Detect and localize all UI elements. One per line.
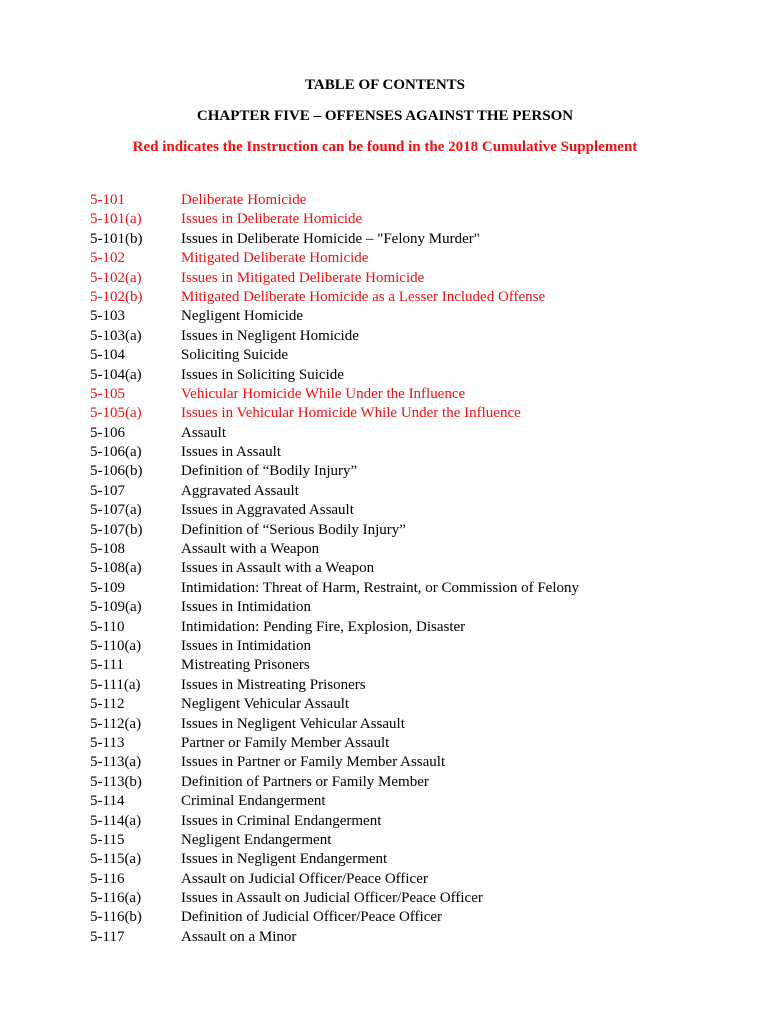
- toc-entry-title: Assault with a Weapon: [181, 541, 320, 558]
- toc-entry-number: 5-114(a): [90, 812, 142, 829]
- toc-entry: [90, 695, 730, 714]
- toc-entry: [90, 559, 730, 578]
- toc-entry: [90, 288, 730, 307]
- toc-entry-title: Issues in Soliciting Suicide: [181, 366, 344, 383]
- toc-entry: [90, 792, 730, 811]
- toc-entry: [90, 734, 730, 753]
- toc-entry: [90, 249, 730, 268]
- toc-entry-title: Negligent Vehicular Assault: [181, 696, 350, 713]
- toc-entry-title: Mitigated Deliberate Homicide: [181, 250, 369, 267]
- toc-entry-number: 5-113(a): [90, 754, 142, 771]
- toc-entry-title: Issues in Negligent Endangerment: [181, 851, 388, 868]
- toc-entry-number: 5-105(a): [90, 405, 142, 422]
- toc-entry-title: Issues in Assault: [181, 444, 282, 461]
- toc-entry-number: 5-107(a): [90, 502, 142, 519]
- toc-entry: [90, 307, 730, 326]
- toc-entry-number: 5-116(b): [90, 909, 142, 926]
- toc-entry-title: Soliciting Suicide: [181, 347, 289, 364]
- toc-entry-number: 5-111(a): [90, 676, 141, 693]
- toc-entry-title: Intimidation: Threat of Harm, Restraint, or Commission of Felony: [181, 579, 580, 596]
- toc-entry-number: 5-107(b): [90, 521, 143, 538]
- toc-entry: [90, 404, 730, 423]
- toc-entry-number: 5-116: [90, 870, 125, 887]
- toc-entry-number: 5-108(a): [90, 560, 142, 577]
- toc-entry-title: Issues in Intimidation: [181, 599, 311, 616]
- toc-entry-title: Issues in Aggravated Assault: [181, 502, 354, 519]
- toc-entry: [90, 385, 730, 404]
- toc-entry-title: Deliberate Homicide: [181, 192, 307, 208]
- toc-entry-number: 5-109: [90, 579, 125, 596]
- toc-entry: [90, 424, 730, 443]
- toc-entry-number: 5-108: [90, 541, 125, 558]
- toc-entry-title: Definition of “Bodily Injury”: [181, 463, 358, 480]
- toc-entry-number: 5-106(b): [90, 463, 143, 480]
- toc-entry: [90, 908, 730, 927]
- toc-list: [90, 191, 730, 947]
- toc-entry-title: Issues in Intimidation: [181, 637, 311, 654]
- toc-entry-title: Issues in Mistreating Prisoners: [181, 676, 366, 693]
- toc-entry-title: Aggravated Assault: [181, 482, 299, 499]
- chapter-heading: CHAPTER FIVE – OFFENSES AGAINST THE PERSON: [196, 108, 574, 124]
- toc-entry-number: 5-116(a): [90, 890, 142, 907]
- toc-entry-number: 5-115: [90, 831, 125, 848]
- toc-entry-title: Assault: [181, 424, 226, 441]
- toc-entry-title: Definition of Judicial Officer/Peace Officer: [181, 909, 443, 926]
- toc-entry-title: Issues in Assault with a Weapon: [181, 560, 375, 577]
- toc-entry: [90, 210, 730, 229]
- toc-entry: [90, 773, 730, 792]
- toc-entry: [90, 715, 730, 734]
- toc-entry-number: 5-110: [90, 618, 125, 635]
- toc-entry-number: 5-101(a): [90, 211, 142, 228]
- toc-entry-number: 5-104(a): [90, 366, 142, 383]
- toc-entry-title: Issues in Mitigated Deliberate Homicide: [181, 269, 425, 286]
- document-title: TABLE OF CONTENTS: [304, 77, 466, 93]
- toc-entry: [90, 482, 730, 501]
- toc-entry-number: 5-101: [90, 192, 125, 208]
- toc-entry-number: 5-102(b): [90, 288, 143, 305]
- toc-entry-number: 5-117: [90, 928, 125, 945]
- toc-entry-title: Criminal Endangerment: [181, 793, 326, 810]
- toc-entry-number: 5-113: [90, 734, 125, 751]
- toc-entry-number: 5-102(a): [90, 269, 142, 286]
- toc-entry: [90, 462, 730, 481]
- toc-entry: [90, 346, 730, 365]
- toc-entry: [90, 366, 730, 385]
- toc-entry: [90, 753, 730, 772]
- toc-entry: [90, 889, 730, 908]
- toc-entry: [90, 831, 730, 850]
- toc-entry-number: 5-105: [90, 385, 125, 402]
- toc-entry-number: 5-112(a): [90, 715, 142, 732]
- toc-entry-title: Partner or Family Member Assault: [181, 734, 390, 751]
- toc-entry: [90, 598, 730, 617]
- toc-entry: [90, 579, 730, 598]
- toc-entry-number: 5-106: [90, 424, 125, 441]
- toc-entry: [90, 870, 730, 889]
- toc-entry-title: Assault on a Minor: [181, 928, 297, 945]
- toc-entry-title: Issues in Negligent Homicide: [181, 327, 359, 344]
- toc-entry-number: 5-109(a): [90, 599, 142, 616]
- toc-entry: [90, 327, 730, 346]
- toc-entry: [90, 540, 730, 559]
- toc-entry-title: Issues in Negligent Vehicular Assault: [181, 715, 405, 732]
- toc-entry-number: 5-114: [90, 793, 125, 810]
- toc-entry: [90, 928, 730, 947]
- toc-entry-number: 5-113(b): [90, 773, 142, 790]
- toc-entry-number: 5-112: [90, 696, 125, 713]
- toc-entry: [90, 521, 730, 540]
- toc-entry: [90, 656, 730, 675]
- toc-entry-number: 5-103: [90, 308, 125, 325]
- toc-entry-title: Intimidation: Pending Fire, Explosion, Disaster: [181, 618, 466, 635]
- toc-entry-number: 5-106(a): [90, 444, 142, 461]
- toc-entry: [90, 230, 730, 249]
- toc-entry-title: Assault on Judicial Officer/Peace Officer: [181, 870, 428, 887]
- toc-entry-title: Negligent Homicide: [181, 308, 304, 325]
- toc-entry-number: 5-110(a): [90, 637, 142, 654]
- supplement-note: Red indicates the Instruction can be found in the 2018 Cumulative Supplement: [132, 139, 638, 155]
- toc-entry-title: Issues in Assault on Judicial Officer/Peace Officer: [181, 890, 483, 907]
- toc-entry: [90, 676, 730, 695]
- toc-entry: [90, 812, 730, 831]
- toc-entry-title: Negligent Endangerment: [181, 831, 332, 848]
- toc-entry-title: Issues in Deliberate Homicide – "Felony Murder": [181, 230, 480, 247]
- toc-entry: [90, 637, 730, 656]
- toc-entry-title: Definition of Partners or Family Member: [181, 773, 429, 790]
- toc-entry-title: Vehicular Homicide While Under the Influence: [181, 385, 466, 402]
- toc-entry-title: Mistreating Prisoners: [181, 657, 310, 674]
- toc-entry-title: Definition of “Serious Bodily Injury”: [181, 521, 406, 538]
- toc-entry-title: Issues in Criminal Endangerment: [181, 812, 382, 829]
- toc-entry: [90, 269, 730, 288]
- toc-entry-title: Mitigated Deliberate Homicide as a Lesser Included Offense: [181, 288, 546, 305]
- toc-entry-number: 5-111: [90, 657, 124, 674]
- toc-entry: [90, 191, 730, 210]
- toc-entry-number: 5-101(b): [90, 230, 143, 247]
- toc-entry: [90, 618, 730, 637]
- toc-entry-title: Issues in Vehicular Homicide While Under the Influence: [181, 405, 521, 422]
- toc-entry-number: 5-103(a): [90, 327, 142, 344]
- toc-entry-title: Issues in Deliberate Homicide: [181, 211, 363, 228]
- toc-entry-number: 5-107: [90, 482, 125, 499]
- toc-entry: [90, 501, 730, 520]
- toc-entry: [90, 443, 730, 462]
- toc-entry-number: 5-102: [90, 250, 125, 267]
- toc-entry: [90, 850, 730, 869]
- toc-entry-title: Issues in Partner or Family Member Assault: [181, 754, 446, 771]
- toc-entry-number: 5-115(a): [90, 851, 142, 868]
- toc-entry-number: 5-104: [90, 347, 125, 364]
